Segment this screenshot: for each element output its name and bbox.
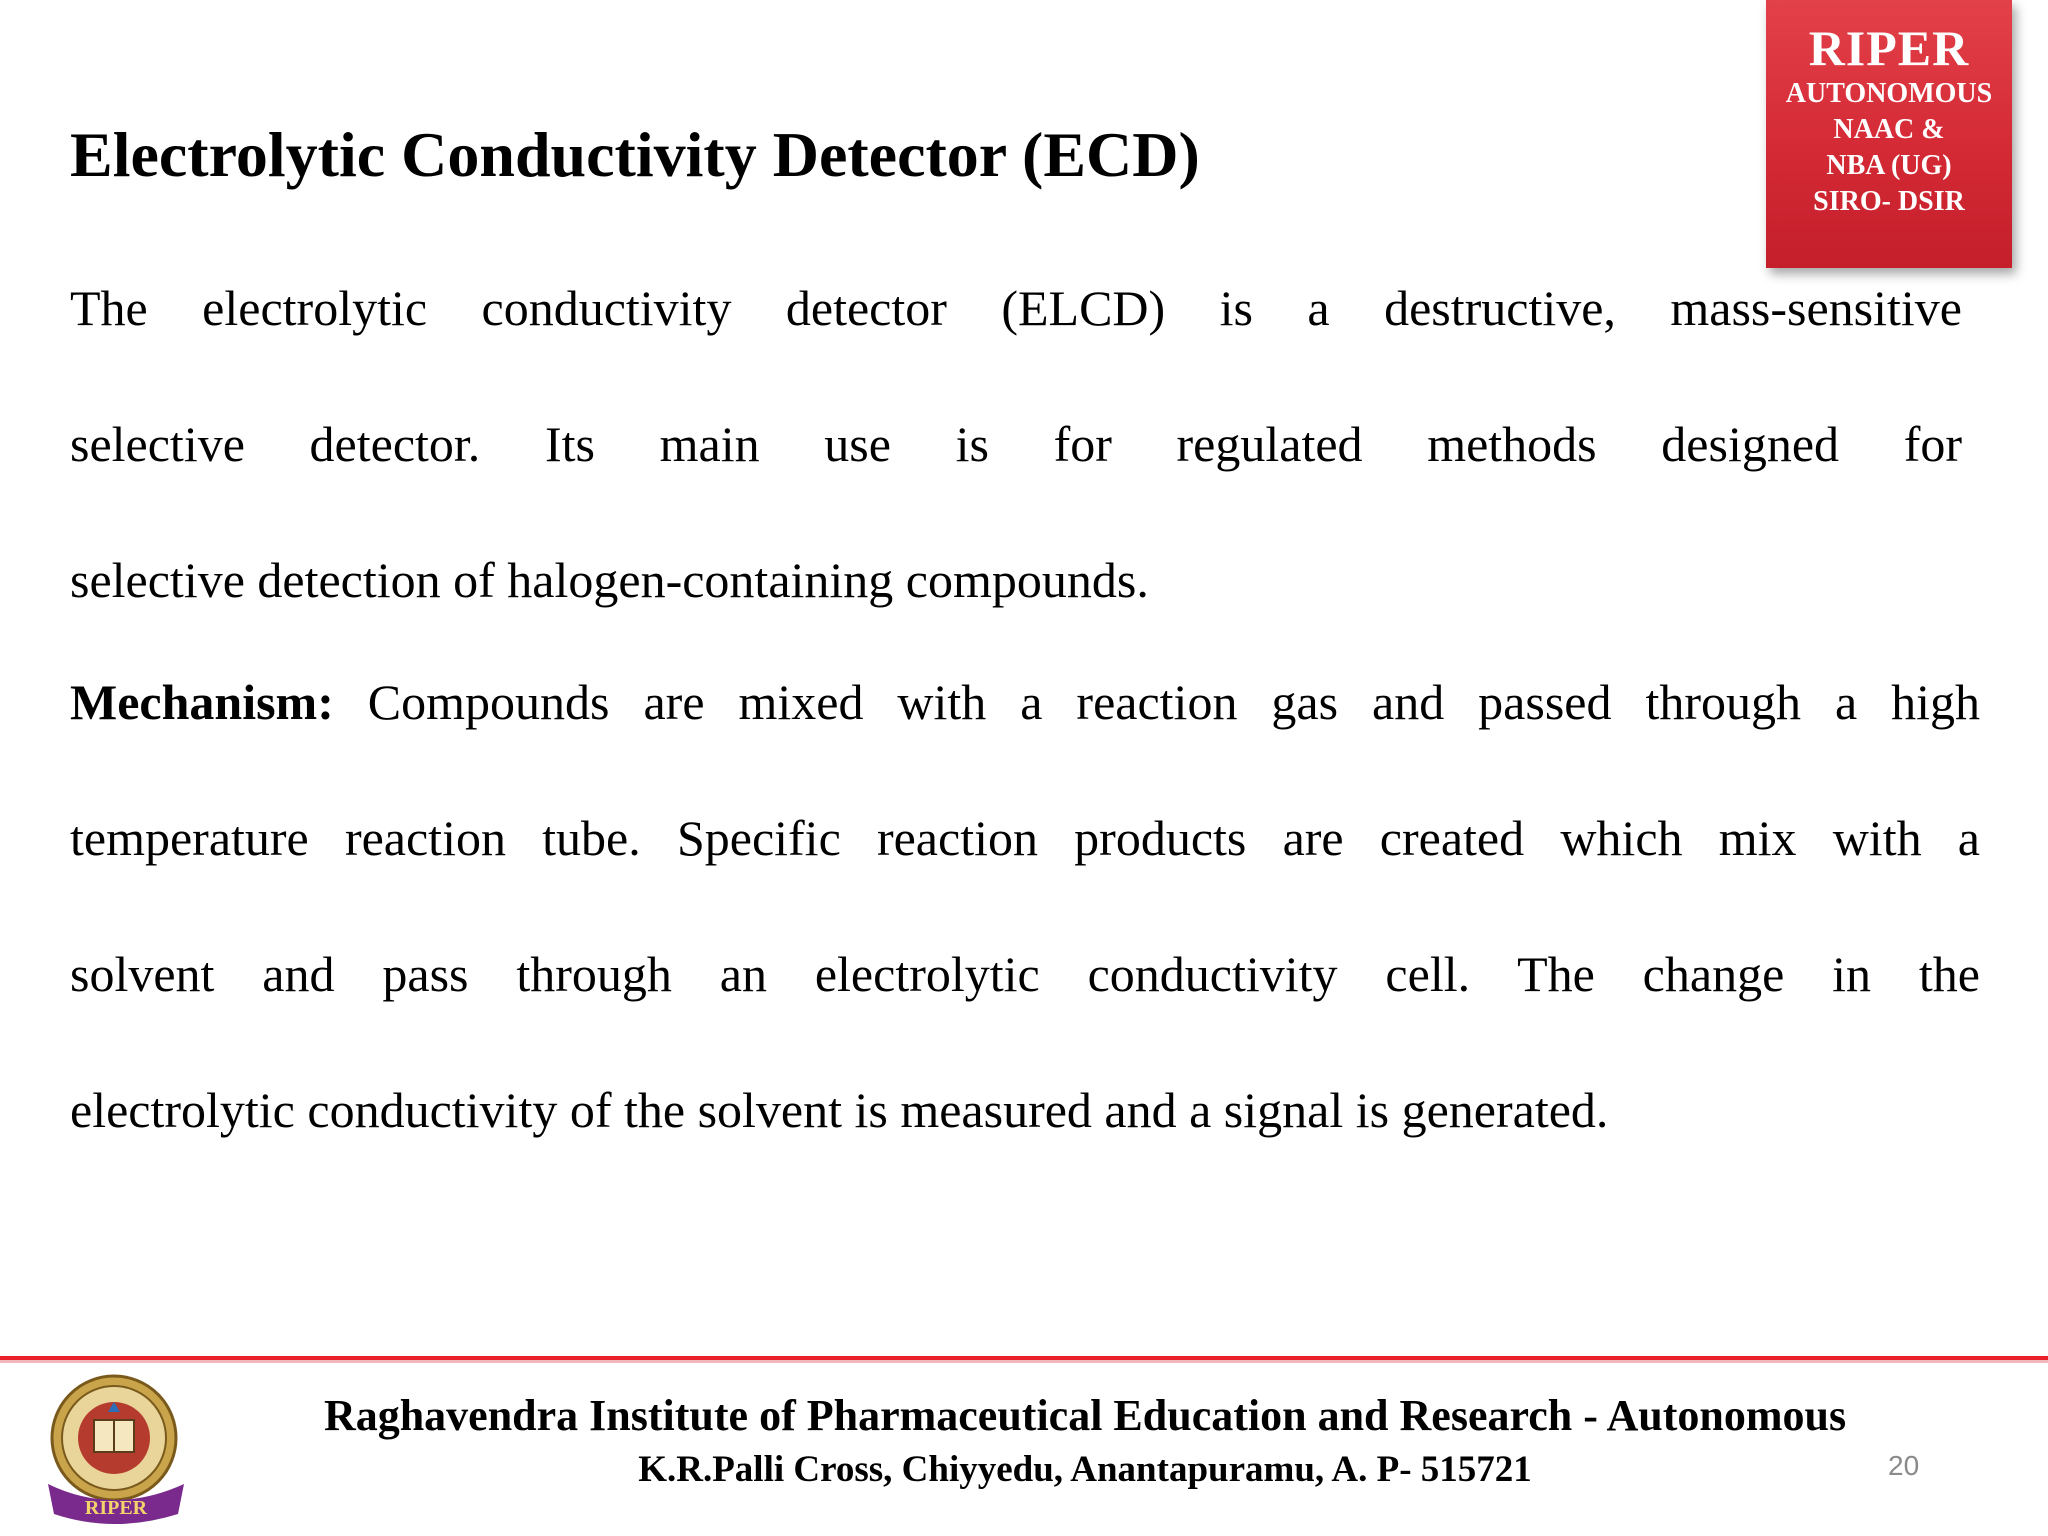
mechanism-label: Mechanism: [70,674,334,730]
badge-line-siro: SIRO- DSIR [1813,186,1965,217]
mechanism-line-1 [70,634,1980,770]
logo-ribbon-text: RIPER [84,1497,148,1519]
intro-paragraph [70,240,1962,648]
institute-logo [38,1366,196,1526]
mechanism-line-2: temperature reaction tube. Specific reaction products are created which mix with a [70,810,1980,866]
badge-title: RIPER [1808,20,1970,76]
badge-line-nba: NBA (UG) [1826,150,1952,181]
accreditation-badge [1766,0,2012,268]
intro-line-3: selective detection of halogen-containing compounds. [70,552,1149,608]
mechanism-line-1-text: Compounds are mixed with a reaction gas and passed through a high [333,674,1980,730]
page-number: 20 [1888,1450,1920,1481]
institute-name: Raghavendra Institute of Pharmaceutical Education and Research - Autonomous [323,1391,1847,1440]
mechanism-line-3: solvent and pass through an electrolytic conductivity cell. The change in the [70,946,1980,1002]
mechanism-paragraph [70,634,1980,1178]
badge-line-naac: NAAC & [1833,114,1945,145]
intro-line-2: selective detector. Its main use is for regulated methods designed for [70,416,1962,472]
institute-address: K.R.Palli Cross, Chiyyedu, Anantapuramu, A. P- 515721 [638,1449,1532,1490]
mechanism-line-4: electrolytic conductivity of the solvent is measured and a signal is generated. [70,1082,1609,1138]
footer-divider-shadow [0,1360,2048,1363]
slide-title: Electrolytic Conductivity Detector (ECD) [70,119,1200,190]
badge-line-autonomous: AUTONOMOUS [1785,78,1993,109]
intro-line-1: The electrolytic conductivity detector (ELCD) is a destructive, mass-sensitive [70,280,1962,336]
